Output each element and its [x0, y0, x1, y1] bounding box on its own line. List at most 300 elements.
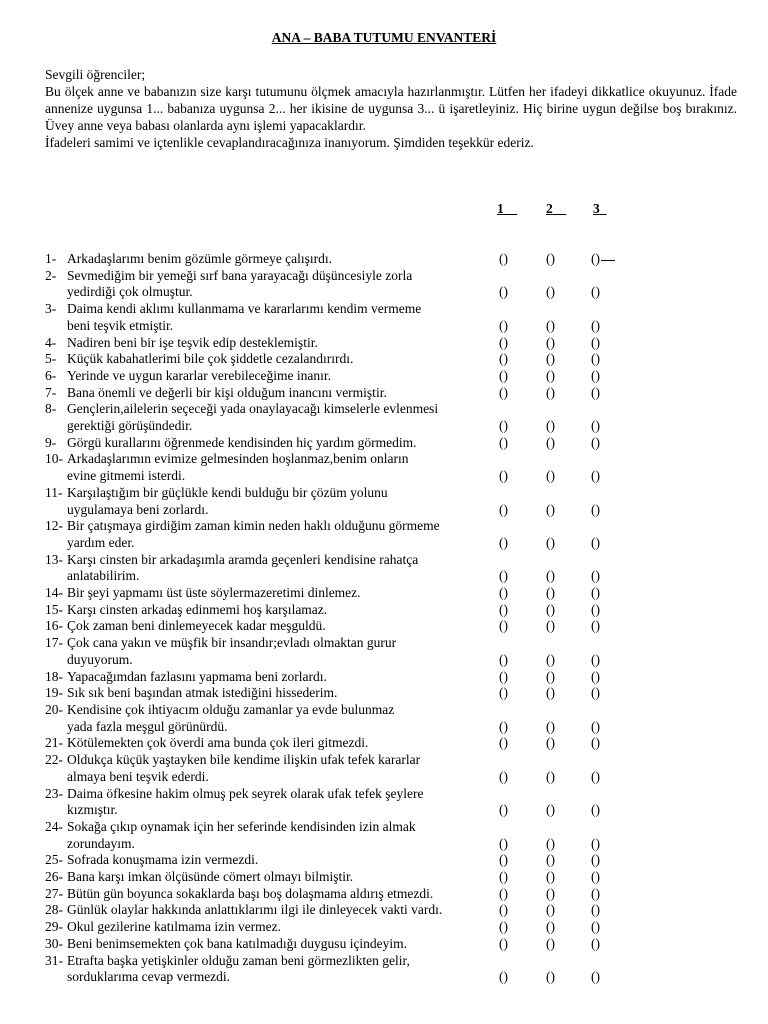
option-1[interactable] — [499, 385, 508, 402]
question-text — [67, 368, 492, 385]
question-item — [0, 485, 768, 518]
question-text-line: Karşılaştığım bir güçlükle kendi bulduğu bir çözüm yolunu — [67, 484, 388, 500]
question-item — [0, 251, 768, 268]
option-mark: () — [546, 668, 555, 684]
option-mark: () — [546, 718, 555, 734]
question-item — [0, 735, 768, 752]
option-3[interactable] — [591, 919, 600, 936]
option-3[interactable] — [591, 652, 600, 669]
question-text-line: Bana karşı imkan ölçüsünde cömert olmayı bilmiştir. — [67, 869, 354, 885]
option-mark: () — [546, 351, 555, 367]
option-1[interactable] — [499, 251, 508, 268]
question-item — [0, 602, 768, 619]
option-3[interactable] — [591, 719, 600, 736]
option-1[interactable] — [499, 652, 508, 669]
option-mark: () — [591, 902, 600, 918]
option-mark: () — [499, 835, 508, 851]
question-text-line: anlatabilirim. — [67, 568, 140, 584]
option-1[interactable] — [499, 719, 508, 736]
option-2[interactable] — [546, 852, 555, 869]
option-mark: () — [546, 885, 555, 901]
option-2[interactable] — [546, 568, 555, 585]
question-text-line: yada fazla meşgul görünürdü. — [67, 718, 228, 734]
option-mark: () — [546, 434, 555, 450]
question-item — [0, 552, 768, 585]
question-text — [67, 518, 492, 551]
option-2[interactable] — [546, 602, 555, 619]
option-1[interactable] — [499, 318, 508, 335]
question-item — [0, 902, 768, 919]
option-2[interactable] — [546, 535, 555, 552]
option-3[interactable] — [591, 568, 600, 585]
option-3[interactable] — [591, 585, 600, 602]
question-list — [0, 251, 768, 986]
option-mark: () — [499, 852, 508, 868]
option-mark: () — [546, 685, 555, 701]
question-text — [67, 301, 492, 334]
option-2[interactable] — [546, 652, 555, 669]
option-mark: () — [546, 384, 555, 400]
question-text-line: Çok cana yakın ve müşfik bir insandır;evladı olmaktan gurur — [67, 635, 397, 651]
question-item — [0, 669, 768, 686]
option-mark: () — [499, 802, 508, 818]
option-mark: () — [546, 585, 555, 601]
option-mark: () — [499, 668, 508, 684]
question-text-line: evine gitmemi isterdi. — [67, 468, 186, 484]
question-number: 22- — [45, 752, 63, 768]
question-text — [67, 702, 492, 735]
question-number: 27- — [45, 885, 63, 901]
question-item — [0, 585, 768, 602]
option-mark: () — [546, 334, 555, 350]
option-1[interactable] — [499, 418, 508, 435]
question-item — [0, 852, 768, 869]
question-number: 31- — [45, 952, 63, 968]
option-1[interactable] — [499, 284, 508, 301]
option-mark: () — [591, 718, 600, 734]
option-mark: () — [499, 969, 508, 985]
option-1[interactable] — [499, 602, 508, 619]
question-text-line: beni teşvik etmiştir. — [67, 317, 174, 333]
question-text — [67, 752, 492, 785]
option-mark: () — [499, 384, 508, 400]
question-text-line: Arkadaşlarımı benim gözümle görmeye çalışırdı. — [67, 251, 333, 266]
option-mark: () — [499, 601, 508, 617]
question-item — [0, 301, 768, 334]
question-text-line: Günlük olaylar hakkında anlattıklarımı ilgi ile dinleyecek vakti vardı. — [67, 902, 443, 918]
option-2[interactable] — [546, 318, 555, 335]
option-1[interactable] — [499, 936, 508, 953]
option-mark: () — [546, 501, 555, 517]
option-2[interactable] — [546, 435, 555, 452]
question-item — [0, 451, 768, 484]
question-text-line: Bir çatışmaya girdiğim zaman kimin neden haklı olduğunu görmeme — [67, 518, 440, 534]
option-3[interactable] — [591, 852, 600, 869]
question-item — [0, 335, 768, 352]
question-text — [67, 401, 492, 434]
question-text — [67, 902, 492, 919]
option-mark: () — [546, 902, 555, 918]
question-text-line: Çok zaman beni dinlemeyecek kadar meşguldü. — [67, 618, 326, 634]
option-2[interactable] — [546, 468, 555, 485]
option-3[interactable] — [591, 418, 600, 435]
question-number: 18- — [45, 668, 63, 684]
option-2[interactable] — [546, 669, 555, 686]
question-text-line: Sevmediğim bir yemeği sırf bana yarayacağı düşüncesiyle zorla — [67, 267, 413, 283]
question-text — [67, 385, 492, 402]
option-mark: () — [499, 735, 508, 751]
option-mark: () — [591, 885, 600, 901]
question-item — [0, 786, 768, 819]
option-mark: () — [546, 651, 555, 667]
option-mark: () — [546, 284, 555, 300]
option-3[interactable] — [591, 385, 600, 402]
option-3[interactable] — [591, 468, 600, 485]
question-text-line: almaya beni teşvik ederdi. — [67, 768, 209, 784]
option-1[interactable] — [499, 535, 508, 552]
option-1[interactable] — [499, 669, 508, 686]
question-number: 9- — [45, 434, 57, 450]
question-number: 6- — [45, 367, 57, 383]
question-text — [67, 602, 492, 619]
question-text — [67, 936, 492, 953]
option-mark: () — [499, 718, 508, 734]
question-text-line: Küçük kabahatlerimi bile çok şiddetle cezalandırırdı. — [67, 351, 354, 367]
option-2[interactable] — [546, 251, 555, 268]
option-mark: () — [499, 367, 508, 383]
option-1[interactable] — [499, 435, 508, 452]
option-mark: () — [499, 434, 508, 450]
question-text-line: Karşı cinsten bir arkadaşımla aramda geçenleri kendisine rahatça — [67, 551, 419, 567]
question-number: 13- — [45, 551, 63, 567]
question-text — [67, 852, 492, 869]
question-text-line: Kötülemekten çok överdi ama bunda çok ileri gitmezdi. — [67, 735, 369, 751]
option-mark: () — [546, 317, 555, 333]
option-1[interactable] — [499, 468, 508, 485]
question-number: 7- — [45, 384, 57, 400]
option-mark: () — [546, 768, 555, 784]
option-3[interactable] — [591, 351, 600, 368]
option-mark: () — [591, 585, 600, 601]
option-2[interactable] — [546, 618, 555, 635]
question-text — [67, 685, 492, 702]
option-1[interactable] — [499, 585, 508, 602]
option-2[interactable] — [546, 335, 555, 352]
question-item — [0, 752, 768, 785]
option-mark: () — [546, 534, 555, 550]
option-2[interactable] — [546, 385, 555, 402]
option-mark: () — [499, 351, 508, 367]
question-number: 11- — [45, 484, 63, 500]
question-item — [0, 268, 768, 301]
option-mark: () — [591, 534, 600, 550]
option-2[interactable] — [546, 719, 555, 736]
question-number: 21- — [45, 735, 63, 751]
question-number: 30- — [45, 935, 63, 951]
question-number: 17- — [45, 635, 63, 651]
option-mark: () — [591, 802, 600, 818]
option-mark: () — [499, 651, 508, 667]
option-2[interactable] — [546, 735, 555, 752]
option-2[interactable] — [546, 585, 555, 602]
option-3[interactable] — [591, 251, 615, 268]
option-mark: () — [591, 434, 600, 450]
question-text-line: Bütün gün boyunca sokaklarda başı boş dolaşmama aldırış etmezdi. — [67, 885, 434, 901]
option-1[interactable] — [499, 568, 508, 585]
option-3[interactable] — [591, 802, 600, 819]
option-1[interactable] — [499, 969, 508, 986]
question-text — [67, 585, 492, 602]
option-mark: () — [591, 284, 600, 300]
option-2[interactable] — [546, 685, 555, 702]
option-mark: () — [499, 284, 508, 300]
option-mark: () — [546, 468, 555, 484]
option-3[interactable] — [591, 435, 600, 452]
option-3[interactable] — [591, 886, 600, 903]
option-1[interactable] — [499, 769, 508, 786]
option-mark: () — [546, 852, 555, 868]
option-3[interactable] — [591, 685, 600, 702]
question-number: 3- — [45, 301, 57, 317]
question-text-line: duyuyorum. — [67, 651, 133, 667]
question-text — [67, 268, 492, 301]
option-1[interactable] — [499, 618, 508, 635]
question-item — [0, 385, 768, 402]
option-mark: () — [591, 685, 600, 701]
option-mark: () — [546, 735, 555, 751]
question-text-line: gerektiği görüşündedir. — [67, 418, 193, 434]
option-3[interactable] — [591, 735, 600, 752]
question-item — [0, 351, 768, 368]
question-number: 5- — [45, 351, 57, 367]
option-1[interactable] — [499, 836, 508, 853]
question-text-line: Yapacağımdan fazlasını yapmama beni zorlardı. — [67, 668, 327, 684]
question-text-line: Kendisine çok ihtiyacım olduğu zamanlar ya evde bulunmaz — [67, 701, 395, 717]
option-mark: () — [591, 618, 600, 634]
question-item — [0, 702, 768, 735]
option-mark: () — [546, 568, 555, 584]
question-number: 19- — [45, 685, 63, 701]
question-text — [67, 251, 492, 268]
question-text-line: Sofrada konuşmama izin vermezdi. — [67, 852, 259, 868]
column-header-2: 2 — [546, 201, 553, 216]
question-item — [0, 401, 768, 434]
option-mark: () — [546, 919, 555, 935]
option-mark: () — [591, 568, 600, 584]
option-3[interactable] — [591, 902, 600, 919]
option-mark: () — [546, 601, 555, 617]
option-mark: () — [591, 735, 600, 751]
option-1[interactable] — [499, 368, 508, 385]
option-mark: () — [499, 885, 508, 901]
question-item — [0, 618, 768, 635]
option-3[interactable] — [591, 535, 600, 552]
greeting: Sevgili öğrenciler; — [45, 67, 146, 82]
option-1[interactable] — [499, 351, 508, 368]
question-text — [67, 552, 492, 585]
option-2[interactable] — [546, 769, 555, 786]
question-text — [67, 635, 492, 668]
option-2[interactable] — [546, 418, 555, 435]
question-number: 4- — [45, 334, 57, 350]
option-mark: () — [546, 969, 555, 985]
question-item — [0, 886, 768, 903]
question-text — [67, 869, 492, 886]
option-3[interactable] — [591, 284, 600, 301]
question-text — [67, 451, 492, 484]
question-text — [67, 819, 492, 852]
question-text — [67, 435, 492, 452]
question-number: 25- — [45, 852, 63, 868]
question-text-line: sorduklarıma cevap vermezdi. — [67, 969, 231, 985]
option-mark: () — [499, 902, 508, 918]
question-text-line: Bir şeyi yapmamı üst üste söylermazeretimi dinlemez. — [67, 585, 361, 601]
question-number: 8- — [45, 401, 57, 417]
option-mark: () — [499, 418, 508, 434]
option-3[interactable] — [591, 669, 600, 686]
question-text-line: Yerinde ve uygun kararlar verebileceğime inanır. — [67, 367, 332, 383]
option-2[interactable] — [546, 368, 555, 385]
question-text-line: Bana önemli ve değerli bir kişi olduğum inancını vermiştir. — [67, 384, 387, 400]
question-number: 28- — [45, 902, 63, 918]
option-mark: () — [591, 919, 600, 935]
question-number: 26- — [45, 869, 63, 885]
option-mark: () — [499, 468, 508, 484]
question-text-line: Karşı cinsten arkadaş edinmemi hoş karşılamaz. — [67, 601, 328, 617]
question-number: 1- — [45, 251, 57, 266]
question-item — [0, 435, 768, 452]
option-3[interactable] — [591, 836, 600, 853]
option-2[interactable] — [546, 886, 555, 903]
option-mark: () — [499, 685, 508, 701]
option-mark: () — [499, 251, 508, 266]
question-item — [0, 869, 768, 886]
option-2[interactable] — [546, 902, 555, 919]
column-header-1: 1 — [497, 201, 504, 216]
option-mark: () — [591, 351, 600, 367]
question-text-line: yardım eder. — [67, 534, 135, 550]
option-2[interactable] — [546, 869, 555, 886]
question-text-line: yedirdiği çok olmuştur. — [67, 284, 193, 300]
option-1[interactable] — [499, 902, 508, 919]
option-mark: () — [591, 317, 600, 333]
option-2[interactable] — [546, 502, 555, 519]
option-1[interactable] — [499, 802, 508, 819]
option-3[interactable] — [591, 502, 600, 519]
option-mark: () — [591, 501, 600, 517]
question-number: 2- — [45, 267, 57, 283]
question-text-line: Görgü kurallarını öğrenmede kendisinden hiç yardım görmedim. — [67, 434, 417, 450]
option-1[interactable] — [499, 886, 508, 903]
question-number: 14- — [45, 585, 63, 601]
option-3[interactable] — [591, 618, 600, 635]
option-1[interactable] — [499, 685, 508, 702]
question-text-line: Daima öfkesine hakim olmuş pek seyrek olarak ufak tefek şeylere — [67, 785, 424, 801]
option-mark: () — [499, 869, 508, 885]
question-text-line: uygulamaya beni zorlardı. — [67, 501, 209, 517]
option-mark: () — [499, 919, 508, 935]
option-1[interactable] — [499, 502, 508, 519]
question-item — [0, 685, 768, 702]
question-number: 23- — [45, 785, 63, 801]
question-item — [0, 953, 768, 986]
option-3[interactable] — [591, 769, 600, 786]
question-text-line: Nadiren beni bir işe teşvik edip desteklemiştir. — [67, 334, 318, 350]
option-2[interactable] — [546, 936, 555, 953]
option-mark: () — [546, 802, 555, 818]
option-2[interactable] — [546, 836, 555, 853]
option-mark: () — [546, 618, 555, 634]
option-mark: () — [546, 367, 555, 383]
question-text — [67, 886, 492, 903]
option-3[interactable] — [591, 368, 600, 385]
option-1[interactable] — [499, 869, 508, 886]
question-item — [0, 936, 768, 953]
question-text — [67, 669, 492, 686]
option-1[interactable] — [499, 919, 508, 936]
question-text-line: Oldukça küçük yaştayken bile kendime ilişkin ufak tefek kararlar — [67, 752, 421, 768]
question-text-line: Arkadaşlarımın evimize gelmesinden hoşlanmaz,benim onların — [67, 451, 409, 467]
option-mark: () — [591, 935, 600, 951]
option-3[interactable] — [591, 318, 600, 335]
question-text — [67, 485, 492, 518]
option-mark: () — [591, 418, 600, 434]
option-mark: () — [591, 334, 600, 350]
question-item — [0, 919, 768, 936]
option-1[interactable] — [499, 335, 508, 352]
option-mark: () — [499, 585, 508, 601]
question-text-line: kızmıştır. — [67, 802, 118, 818]
question-text-line: Etrafta başka yetişkinler olduğu zaman beni görmezlikten gelir, — [67, 952, 410, 968]
question-item — [0, 635, 768, 668]
question-text — [67, 919, 492, 936]
option-3[interactable] — [591, 335, 600, 352]
question-item — [0, 368, 768, 385]
option-2[interactable] — [546, 802, 555, 819]
option-2[interactable] — [546, 969, 555, 986]
option-mark: () — [499, 334, 508, 350]
question-text-line: Beni benimsemekten çok bana katılmadığı duygusu içindeyim. — [67, 935, 408, 951]
option-3[interactable] — [591, 969, 600, 986]
question-number: 20- — [45, 701, 63, 717]
option-3[interactable] — [591, 869, 600, 886]
option-mark: () — [499, 534, 508, 550]
question-number: 24- — [45, 818, 63, 834]
question-text-line: Sık sık beni başından atmak istediğini hissederim. — [67, 685, 338, 701]
instructions-paragraph: Bu ölçek anne ve babanızın size karşı tutumunu ölçmek amacıyla hazırlanmıştır. Lütfen her ifadeyi dikkatlice okuyunuz. İfade annenize uygunsa 1... babanıza uygunsa 2... her ikisine de uygunsa 3... ü işaretleyiniz. Hiç birine uygun değilse boş bırakınız. Üvey anne veya babası olanlarda aynı işlemi yapacaklardır. — [45, 84, 737, 133]
question-text-line: Daima kendi aklımı kullanmama ve kararlarımı kendim vermeme — [67, 301, 422, 317]
option-mark: () — [499, 317, 508, 333]
option-3[interactable] — [591, 602, 600, 619]
option-mark: () — [546, 869, 555, 885]
question-item — [0, 518, 768, 551]
option-3[interactable] — [591, 936, 600, 953]
option-mark: () — [546, 418, 555, 434]
page-title: ANA – BABA TUTUMU ENVANTERİ — [271, 30, 497, 45]
option-1[interactable] — [499, 852, 508, 869]
question-number: 29- — [45, 919, 63, 935]
option-mark: () — [499, 501, 508, 517]
option-mark: () — [591, 651, 600, 667]
option-2[interactable] — [546, 919, 555, 936]
question-text — [67, 953, 492, 986]
option-2[interactable] — [546, 284, 555, 301]
option-2[interactable] — [546, 351, 555, 368]
question-number: 16- — [45, 618, 63, 634]
option-mark: () — [591, 869, 600, 885]
option-1[interactable] — [499, 735, 508, 752]
question-text — [67, 786, 492, 819]
